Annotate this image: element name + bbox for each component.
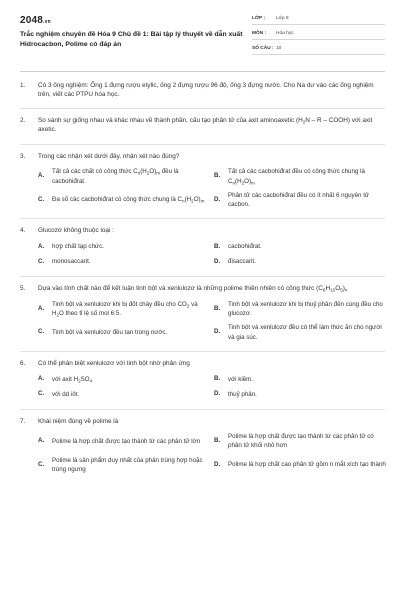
question-separator: [20, 108, 385, 109]
option-text: Polime là hợp chất được tạo thành từ các phân tử lớn: [52, 437, 201, 445]
option-letter: C.: [38, 328, 45, 336]
answer-option[interactable]: [38, 242, 210, 252]
question-text: Dựa vào tính chất nào để kết luận tinh bột và xenlulozơ là những polime thiên nhiên có công thức $(C_6H_{10}O_5)_n$: [38, 285, 348, 293]
answer-option[interactable]: [214, 257, 386, 267]
answer-option[interactable]: [214, 432, 386, 451]
meta-row-class: [252, 14, 385, 25]
document-meta: [252, 14, 385, 59]
option-letter: B.: [214, 304, 221, 312]
answer-option[interactable]: [38, 432, 210, 451]
option-letter: D.: [214, 195, 221, 203]
meta-row-count: [252, 44, 385, 55]
answer-option[interactable]: [38, 257, 210, 267]
question-number: 1.: [20, 82, 26, 89]
option-letter: A.: [38, 172, 45, 180]
option-text: với dd iôt.: [52, 390, 80, 398]
question-separator: [20, 144, 385, 145]
question-text: So sánh sự giống nhau và khác nhau về thành phần, cấu tạo phân tử của axit aminoaxetic ($H_2N$ – R – COOH) với axit axetic.: [38, 117, 373, 133]
question-separator: [20, 409, 385, 410]
meta-label: LỚP :: [252, 16, 266, 21]
meta-value: 10: [276, 46, 282, 51]
answer-option[interactable]: [38, 375, 210, 385]
option-letter: B.: [214, 172, 221, 180]
answer-options: [38, 375, 385, 400]
option-letter: A.: [38, 242, 45, 250]
option-letter: A.: [38, 437, 45, 445]
answer-option[interactable]: [38, 167, 210, 186]
question-text: Trong các nhận xét dưới đây, nhận xét nào đúng?: [38, 152, 180, 160]
answer-option[interactable]: [38, 191, 210, 210]
meta-value: Lớp 9: [276, 16, 289, 21]
option-text: Polime là hợp chất cao phân tử gồm n mắt xích tạo thành: [228, 461, 386, 469]
option-letter: B.: [214, 437, 221, 445]
option-text: đisaccarit.: [228, 258, 256, 266]
option-letter: B.: [214, 242, 221, 250]
option-text: thuỷ phân.: [228, 390, 257, 398]
header-divider: [20, 71, 385, 72]
option-text: hợp chất tạp chức.: [52, 243, 104, 251]
option-text: Đa số các cacbohiđrat có công thức chung là $C_n(H_2O)_m$: [52, 196, 205, 204]
option-text: monosaccarit.: [52, 258, 91, 266]
answer-options: [38, 432, 385, 474]
answer-options: [38, 242, 385, 267]
question-number: 6.: [20, 359, 26, 367]
answer-option[interactable]: [38, 323, 210, 342]
meta-row-subject: [252, 29, 385, 40]
option-text: Phân tử các cacbohiđrat đều có ít nhất 6 nguyên tử cacbon.: [228, 191, 370, 209]
answer-option[interactable]: [214, 390, 386, 400]
question-number: 2.: [20, 117, 26, 125]
question-item: [20, 227, 385, 267]
question-number: 3.: [20, 152, 26, 160]
answer-options: [38, 300, 385, 342]
question-number: 5.: [20, 285, 26, 293]
question-item: [20, 360, 385, 400]
answer-option[interactable]: [214, 191, 386, 210]
answer-option[interactable]: [214, 167, 386, 186]
option-letter: D.: [214, 257, 221, 265]
meta-value: Hóa học: [276, 31, 294, 36]
answer-option[interactable]: [214, 242, 386, 252]
site-logo[interactable]: [20, 14, 51, 28]
question-list: [20, 82, 385, 483]
option-letter: C.: [38, 257, 45, 265]
logo-suffix: .vn: [43, 19, 51, 25]
question-separator: [20, 218, 385, 219]
option-text: với axit $H_2SO_4$: [52, 375, 93, 384]
answer-option[interactable]: [38, 456, 210, 475]
meta-label: SỐ CÂU :: [252, 46, 274, 51]
option-letter: D.: [214, 328, 221, 336]
option-letter: B.: [214, 375, 221, 383]
option-text: Polime là sản phẩm duy nhất của phản trùng hợp hoặc trùng ngưng: [52, 456, 203, 474]
question-text: Glucozơ không thuộc loại :: [38, 227, 114, 235]
answer-option[interactable]: [214, 375, 386, 385]
answer-option[interactable]: [38, 390, 210, 400]
question-item: [20, 153, 385, 210]
option-text: với kiềm.: [228, 375, 254, 383]
option-letter: D.: [214, 460, 221, 468]
answer-option[interactable]: [214, 300, 386, 319]
question-separator: [20, 351, 385, 352]
question-item: [20, 82, 385, 99]
option-letter: D.: [214, 390, 221, 398]
answer-option[interactable]: [214, 323, 386, 342]
option-letter: A.: [38, 375, 45, 383]
option-text: Tất cả các chất có công thức $C_n(H_2O)_m$ đều là cacbohiđrat.: [52, 168, 179, 185]
logo-main: 2048: [20, 15, 44, 26]
question-number: 7.: [20, 417, 26, 425]
option-text: Tinh bột và xenlulozơ đều tan trong nước.: [52, 328, 168, 336]
option-letter: A.: [38, 304, 45, 312]
option-text: Tinh bột và xenlulozơ khi bị thuỷ phân đến cùng đều cho glucozơ.: [228, 300, 383, 317]
document-title: Trắc nghiệm chuyên đề Hóa 9 Chủ đề 1: Bài tập lý thuyết về dẫn xuất Hidrocacbon, Polime có đáp án: [20, 31, 243, 48]
question-item: [20, 285, 385, 342]
document-header: [20, 14, 385, 62]
meta-label: MÔN :: [252, 31, 267, 36]
option-letter: C.: [38, 390, 45, 398]
answer-options: [38, 167, 385, 209]
question-item: [20, 418, 385, 475]
option-text: cacbohiđrat.: [228, 243, 262, 251]
option-text: Tất cả các cacbohiđrat đều có công thức chung là $C_n(H_2O)_m$: [228, 168, 365, 185]
question-text: Có 3 ống nghiệm: Ống 1 đựng rượu etylic, ống 2 đựng rượu 96 độ, ống 3 đựng nước. Cho Na dư vào các ống nghiệm trên, viết các PTPU hóa học.: [38, 82, 374, 98]
option-letter: C.: [38, 195, 45, 203]
option-text: Polime là hợp chất được tạo thành từ các phân tử có phân tử khối nhỏ hơn: [228, 433, 374, 450]
question-text: Có thể phân biệt xenlulozơ với tinh bột nhờ phản ứng: [38, 359, 190, 367]
option-text: Tinh bột và xenlulozơ khi bị đốt cháy đều cho $CO_2$ và $H_2O$ theo tỉ lệ số mol 6:5.: [52, 300, 198, 318]
option-letter: C.: [38, 460, 45, 468]
answer-option[interactable]: [38, 300, 210, 319]
question-item: [20, 117, 385, 134]
question-text: Khái niệm đúng về polime là: [38, 417, 119, 425]
answer-option[interactable]: [214, 456, 386, 475]
option-text: Tinh bột và xenlulozơ đều có thể làm thức ăn cho người và gia súc.: [228, 324, 382, 341]
question-number: 4.: [20, 227, 26, 235]
question-separator: [20, 276, 385, 277]
